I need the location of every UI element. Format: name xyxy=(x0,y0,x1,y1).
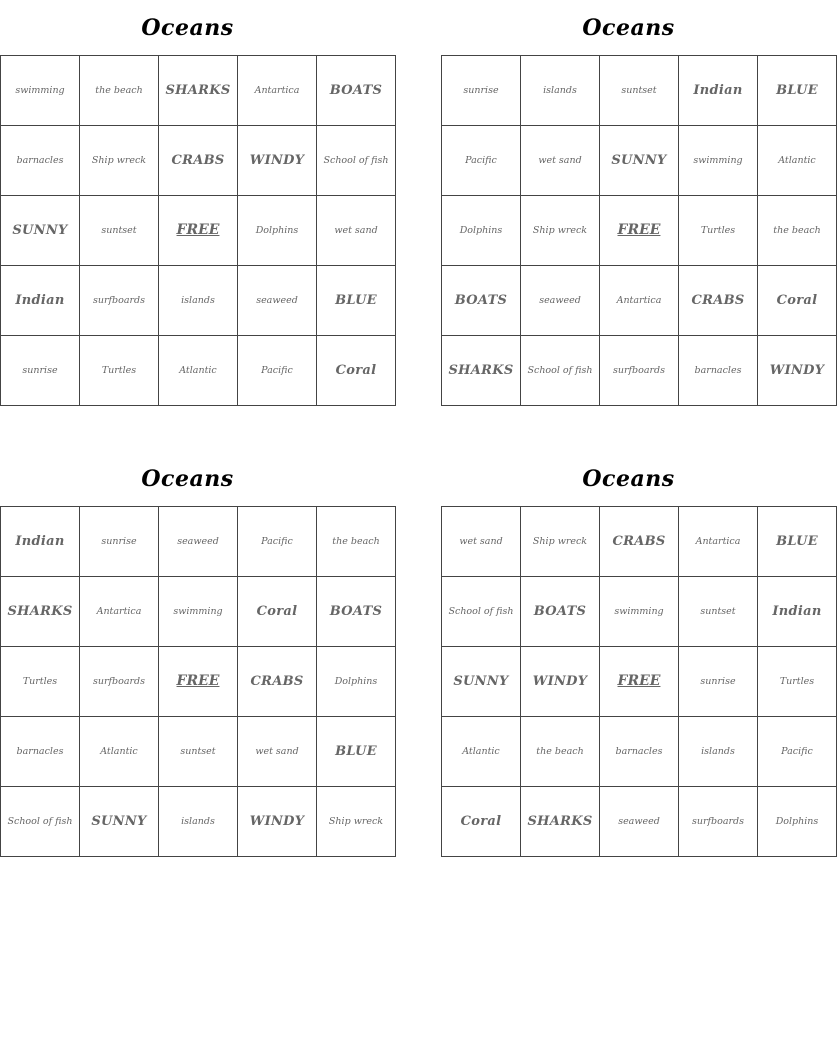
grid-row xyxy=(442,577,837,647)
grid-row xyxy=(442,266,837,336)
bingo-cell: sunrise xyxy=(80,507,159,577)
grid-row xyxy=(1,507,396,577)
bingo-cell: surfboards xyxy=(80,266,159,336)
bingo-cell: BLUE xyxy=(758,56,837,126)
bingo-cell: the beach xyxy=(317,507,396,577)
bingo-cell: wet sand xyxy=(521,126,600,196)
bingo-cell: CRABS xyxy=(679,266,758,336)
bingo-cell: School of fish xyxy=(442,577,521,647)
bingo-cell: Antartica xyxy=(679,507,758,577)
bingo-cell: School of fish xyxy=(1,787,80,857)
bingo-cell: Indian xyxy=(1,266,80,336)
grid-row xyxy=(442,336,837,406)
grid-row xyxy=(442,717,837,787)
grid-row xyxy=(442,56,837,126)
bingo-cell: islands xyxy=(159,787,238,857)
grid-row xyxy=(1,266,396,336)
bingo-cell: seaweed xyxy=(159,507,238,577)
bingo-cell: Antartica xyxy=(80,577,159,647)
bingo-cell: CRABS xyxy=(159,126,238,196)
card-title: Oceans xyxy=(582,466,675,492)
bingo-cell: the beach xyxy=(80,56,159,126)
bingo-cell: barnacles xyxy=(1,126,80,196)
bingo-cell: Turtles xyxy=(80,336,159,406)
bingo-cell: SUNNY xyxy=(80,787,159,857)
bingo-cell: Turtles xyxy=(679,196,758,266)
bingo-cell: seaweed xyxy=(238,266,317,336)
bingo-cell: Indian xyxy=(1,507,80,577)
grid-row xyxy=(1,577,396,647)
bingo-cell: swimming xyxy=(159,577,238,647)
bingo-grid xyxy=(441,55,837,406)
bingo-cell: Pacific xyxy=(238,507,317,577)
grid-row xyxy=(442,196,837,266)
bingo-cell: Pacific xyxy=(238,336,317,406)
grid-row xyxy=(1,717,396,787)
bingo-cell: BOATS xyxy=(442,266,521,336)
bingo-cell: Ship wreck xyxy=(521,196,600,266)
card-title: Oceans xyxy=(141,466,234,492)
bingo-cell: Dolphins xyxy=(317,647,396,717)
bingo-grid xyxy=(441,506,837,857)
bingo-cell: SHARKS xyxy=(442,336,521,406)
grid-row xyxy=(442,647,837,717)
bingo-cell: Antartica xyxy=(600,266,679,336)
bingo-cell: the beach xyxy=(758,196,837,266)
free-space-cell: FREE xyxy=(159,647,238,717)
bingo-cell: Indian xyxy=(679,56,758,126)
bingo-cell: SUNNY xyxy=(600,126,679,196)
bingo-cell: suntset xyxy=(80,196,159,266)
bingo-cell: SHARKS xyxy=(159,56,238,126)
bingo-cell: surfboards xyxy=(80,647,159,717)
bingo-cell: islands xyxy=(679,717,758,787)
grid-row xyxy=(1,196,396,266)
card-title: Oceans xyxy=(582,15,675,41)
bingo-cell: barnacles xyxy=(600,717,679,787)
card-title: Oceans xyxy=(141,15,234,41)
bingo-cell: swimming xyxy=(1,56,80,126)
bingo-cell: sunrise xyxy=(1,336,80,406)
grid-row xyxy=(1,56,396,126)
bingo-cell: suntset xyxy=(679,577,758,647)
bingo-cell: Atlantic xyxy=(442,717,521,787)
bingo-cell: Atlantic xyxy=(159,336,238,406)
bingo-cell: Dolphins xyxy=(758,787,837,857)
bingo-cell: School of fish xyxy=(317,126,396,196)
bingo-cell: WINDY xyxy=(238,126,317,196)
bingo-cell: suntset xyxy=(159,717,238,787)
bingo-cell: Ship wreck xyxy=(80,126,159,196)
bingo-cell: sunrise xyxy=(442,56,521,126)
bingo-cell: Dolphins xyxy=(442,196,521,266)
bingo-cell: Coral xyxy=(317,336,396,406)
bingo-cell: suntset xyxy=(600,56,679,126)
grid-row xyxy=(1,336,396,406)
bingo-cell: SUNNY xyxy=(442,647,521,717)
free-space-cell: FREE xyxy=(600,196,679,266)
bingo-grid xyxy=(0,55,396,406)
grid-row xyxy=(1,787,396,857)
bingo-cell: Pacific xyxy=(442,126,521,196)
bingo-cell: barnacles xyxy=(679,336,758,406)
bingo-cell: surfboards xyxy=(600,336,679,406)
bingo-cell: WINDY xyxy=(758,336,837,406)
bingo-cell: surfboards xyxy=(679,787,758,857)
bingo-cell: SHARKS xyxy=(521,787,600,857)
bingo-cell: WINDY xyxy=(238,787,317,857)
bingo-cell: Antartica xyxy=(238,56,317,126)
grid-row xyxy=(442,507,837,577)
grid-row xyxy=(442,787,837,857)
bingo-cell: swimming xyxy=(679,126,758,196)
bingo-cell: CRABS xyxy=(600,507,679,577)
bingo-cell: Turtles xyxy=(758,647,837,717)
bingo-cell: barnacles xyxy=(1,717,80,787)
bingo-cell: Atlantic xyxy=(80,717,159,787)
bingo-cell: seaweed xyxy=(600,787,679,857)
bingo-cell: the beach xyxy=(521,717,600,787)
bingo-cell: BLUE xyxy=(317,266,396,336)
bingo-cell: Coral xyxy=(238,577,317,647)
bingo-grid xyxy=(0,506,396,857)
bingo-cell: Turtles xyxy=(1,647,80,717)
bingo-cell: Ship wreck xyxy=(317,787,396,857)
bingo-cell: Coral xyxy=(758,266,837,336)
bingo-cell: sunrise xyxy=(679,647,758,717)
bingo-cell: BOATS xyxy=(317,577,396,647)
bingo-cell: Pacific xyxy=(758,717,837,787)
bingo-cell: WINDY xyxy=(521,647,600,717)
bingo-cell: BLUE xyxy=(317,717,396,787)
grid-row xyxy=(1,647,396,717)
bingo-cell: BOATS xyxy=(521,577,600,647)
bingo-cell: BLUE xyxy=(758,507,837,577)
bingo-cell: Atlantic xyxy=(758,126,837,196)
bingo-cell: seaweed xyxy=(521,266,600,336)
free-space-cell: FREE xyxy=(600,647,679,717)
bingo-cell: SUNNY xyxy=(1,196,80,266)
bingo-cell: SHARKS xyxy=(1,577,80,647)
bingo-cell: School of fish xyxy=(521,336,600,406)
grid-row xyxy=(1,126,396,196)
bingo-cell: Dolphins xyxy=(238,196,317,266)
grid-row xyxy=(442,126,837,196)
bingo-cell: CRABS xyxy=(238,647,317,717)
bingo-cell: Coral xyxy=(442,787,521,857)
bingo-cell: wet sand xyxy=(238,717,317,787)
bingo-cell: BOATS xyxy=(317,56,396,126)
bingo-cell: swimming xyxy=(600,577,679,647)
bingo-cell: wet sand xyxy=(317,196,396,266)
bingo-cell: wet sand xyxy=(442,507,521,577)
bingo-cell: islands xyxy=(521,56,600,126)
bingo-cell: Indian xyxy=(758,577,837,647)
free-space-cell: FREE xyxy=(159,196,238,266)
bingo-cell: islands xyxy=(159,266,238,336)
bingo-cell: Ship wreck xyxy=(521,507,600,577)
